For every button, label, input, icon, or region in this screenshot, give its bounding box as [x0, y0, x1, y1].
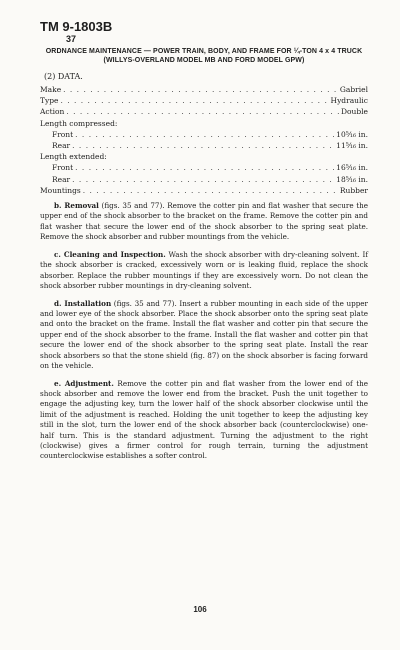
paragraph-adjustment: e. Adjustment. Remove the cotter pin and flat washer from the lower end of the shock absorber and remove the lower end from the bracket. Push the unit together to engage the adjusting key, turn the lower half of the shock absorber clockwise until the limit of the adjustment is reached. Holding the unit together to keep the adjusting key still in the slot, turn the lower end of the shock absorber back (counterclockwise) one-half turn. This is the standard adjustment. Turning the adjustment to the right (clockwise) gives a firmer control for rough terrain, turning the adjustment counterclockwise establishes a softer control.: [40, 378, 368, 461]
paragraph-cleaning-inspection: c. Cleaning and Inspection. Wash the shock absorber with dry-cleaning solvent. If the shock absorber is cracked, excessively worn or is leaking fluid, replace the shock absorber. Replace the rubber mountings if they are excessively worn. Do not clean the shock absorber rubber mountings in dry-cleaning solvent.: [40, 249, 368, 290]
section-title: (2) DATA.: [44, 72, 83, 81]
page-number: 106: [193, 605, 207, 614]
tm-number: TM 9-1803B: [40, 19, 113, 34]
spec-group-heading: Length compressed:: [40, 118, 118, 128]
document-page: [40, 20, 368, 469]
spec-row: Mountings . . . Rubber: [40, 185, 368, 196]
spec-table: [40, 84, 368, 196]
spec-row: Rear . . . 11⁵⁄₁₆ in.: [40, 140, 368, 151]
paragraph-removal: b. Removal (figs. 35 and 77). Remove the cotter pin and flat washer that secure the upper end of the shock absorber to the bracket on the frame. Remove the cotter pin and flat washer that secure the lower end of the shock absorber to the spring seat plate. Remove the shock absorber and rubber mountings from the vehicle.: [40, 200, 368, 242]
header-title-line1: ORDNANCE MAINTENANCE — POWER TRAIN, BODY, AND FRAME FOR ¼-TON 4 x 4 TRUCK: [45, 48, 363, 55]
paragraph-installation: d. Installation (figs. 35 and 77). Insert a rubber mounting in each side of the upper and lower eye of the shock absorber. Place the shock absorber onto the spring seat plate and onto the bracket on the frame. Install the flat washer and cotter pin that secure the upper end of the shock absorber to the frame. Install the flat washer and cotter pin that secure the lower end of the shock absorber to the spring seat plate. Install the rear shock absorbers so that the stone shield (fig. 87) on the shock absorber is facing forward on the vehicle.: [40, 298, 368, 370]
page-reference: 37: [66, 34, 77, 44]
spec-row: Action . . . Double: [40, 106, 368, 117]
spec-row: Type . . . Hydraulic: [40, 95, 368, 106]
spec-row: Front . . . 16⁵⁄₁₆ in.: [40, 162, 368, 173]
spec-row: Make . . . Gabriel: [40, 84, 368, 95]
running-header: [40, 47, 368, 65]
header-title-line2: (WILLYS-OVERLAND MODEL MB AND FORD MODEL GPW): [103, 57, 305, 64]
spec-row: Rear . . . 18⁵⁄₁₆ in.: [40, 174, 368, 185]
spec-group-heading: Length extended:: [40, 152, 107, 162]
spec-row: Front . . . 10⁵⁄₁₆ in.: [40, 129, 368, 140]
